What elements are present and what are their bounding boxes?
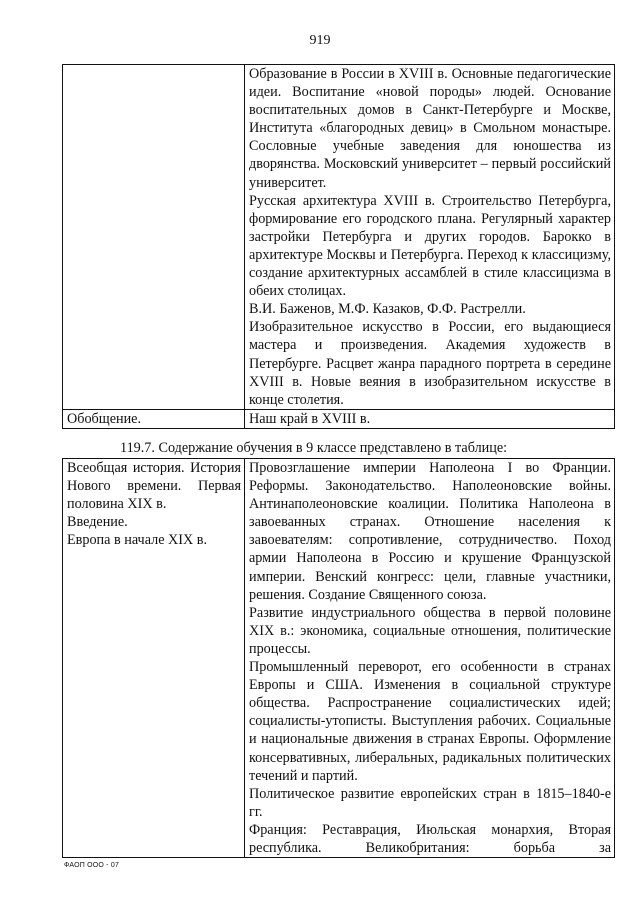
table-cell-right bbox=[245, 459, 615, 858]
paragraph-education: Образование в России в XVIII в. Основные педагогические идеи. Воспитание «новой породы» людей. Основание воспитательных домов в Санкт-Петербурге и Москве, Института «благородных девиц» в Смольном монастыре. Сословные учебные заведения для юношества из дворянства. Московский университет – первый российский университет. bbox=[249, 66, 611, 191]
page-number: 919 bbox=[309, 33, 331, 48]
footer-doc-code: ФАОП ООО - 07 bbox=[64, 862, 120, 869]
paragraph-industrial-society: Развитие индустриального общества в первой половине XIX в.: экономика, социальные отношения, политические процессы. bbox=[249, 604, 611, 657]
topic-europe-early-19c: Европа в начале XIX в. bbox=[67, 532, 208, 549]
table-cell-left bbox=[63, 459, 245, 858]
table-cell-left bbox=[63, 409, 245, 428]
paragraph-fine-arts: Изобразительное искусство в России, его выдающиеся мастера и произведения. Академия художеств в Петербурге. Расцвет жанра парадного портрета в середине XVIII в. Новые веяния в изобразительном искусстве в конце столетия. bbox=[249, 319, 611, 408]
paragraph-france-britain: Франция: Реставрация, Июльская монархия, Вторая республика. Великобритания: борьба за bbox=[249, 821, 611, 856]
table-row bbox=[63, 409, 615, 428]
row-text-region: Наш край в XVIII в. bbox=[249, 410, 371, 427]
table-row bbox=[63, 459, 615, 858]
content-table-grade-9 bbox=[62, 458, 615, 858]
row-label-summary: Обобщение. bbox=[67, 410, 142, 427]
section-intro: 119.7. Содержание обучения в 9 классе представлено в таблице: bbox=[120, 440, 508, 456]
topic-general-history: Всеобщая история. История Нового времени. Первая половина XIX в. bbox=[67, 460, 241, 513]
paragraph-architects: В.И. Баженов, М.Ф. Казаков, Ф.Ф. Растрелли. bbox=[249, 301, 526, 318]
table-row bbox=[63, 65, 615, 410]
table-cell-right bbox=[245, 65, 615, 410]
content-table-grade-8-end bbox=[62, 64, 615, 429]
table-cell-left-empty bbox=[63, 65, 245, 410]
paragraph-architecture: Русская архитектура XVIII в. Строительство Петербурга, формирование его городского плана. Регулярный характер застройки Петербурга и других городов. Барокко в архитектуре Москвы и Петербурга. Переход к классицизму, создание архитектурных ассамблей в стиле классицизма в обеих столицах. bbox=[249, 192, 611, 300]
table-cell-right bbox=[245, 409, 615, 428]
paragraph-napoleon: Провозглашение империи Наполеона I во Франции. Реформы. Законодательство. Наполеоновские войны. Антинаполеоновские коалиции. Политика Наполеона в завоеванных странах. Отношение населения к завоевателям: сопротивление, сотрудничество. Поход армии Наполеона в Россию и крушение Французской империи. Венский конгресс: цели, главные участники, решения. Создание Священного союза. bbox=[249, 460, 611, 603]
paragraph-political-development: Политическое развитие европейских стран в 1815–1840-е гг. bbox=[249, 785, 611, 820]
paragraph-industrial-revolution: Промышленный переворот, его особенности в странах Европы и США. Изменения в социальной структуре общества. Распространение социалистических идей; социалисты-утописты. Выступления рабочих. Социальные и национальные движения в странах Европы. Оформление консервативных, либеральных, радикальных политических течений и партий. bbox=[249, 659, 611, 784]
topic-introduction: Введение. bbox=[67, 514, 128, 531]
